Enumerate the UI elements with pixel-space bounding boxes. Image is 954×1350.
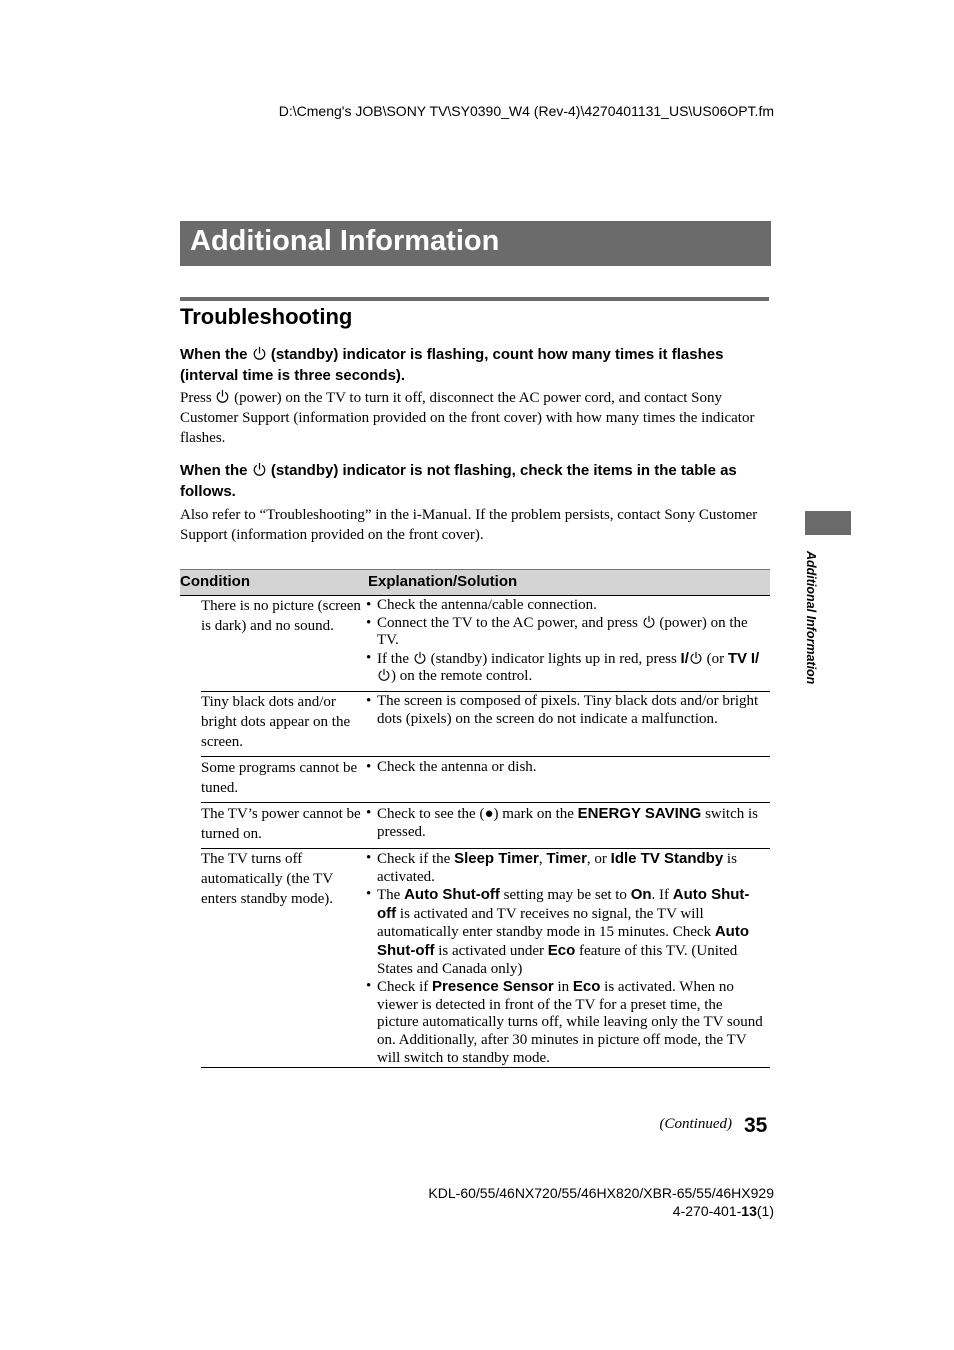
power-icon xyxy=(252,346,267,361)
io-power-icon: I/ xyxy=(680,649,689,667)
list-item: • Check the antenna/cable connection. xyxy=(366,597,766,615)
power-icon xyxy=(377,668,391,682)
io-power-icon: I/ xyxy=(750,649,760,667)
row-divider xyxy=(201,756,770,757)
table-row-solution xyxy=(366,805,766,841)
list-item: • Check to see the (●) mark on the ENERGY SAVING switch is pressed. xyxy=(366,805,766,841)
list-item: • Connect the TV to the AC power, and press (power) on the TV. xyxy=(366,615,766,650)
section-title: Troubleshooting xyxy=(180,304,353,329)
table-row-solution xyxy=(366,597,766,686)
part-number: 4-270-401-13(1) xyxy=(672,1203,774,1219)
list-item: • The Auto Shut-off setting may be set to On. If Auto Shut-off is activated and TV receives no signal, the TV will automatically enter standby mode in 15 minutes. Check Auto Shut-off is activated under Eco feature of this TV. (United States and Canada only) xyxy=(366,886,766,978)
table-row-solution xyxy=(366,850,766,1067)
table-row-condition: The TV’s power cannot be turned on. xyxy=(201,806,361,842)
table-row-condition: There is no picture (screen is dark) and no sound. xyxy=(201,598,361,634)
power-icon xyxy=(413,651,427,665)
filled-circle-icon: ● xyxy=(484,806,494,822)
table-row-solution xyxy=(366,693,766,728)
model-info xyxy=(380,1184,774,1220)
power-icon xyxy=(215,389,230,404)
not-flashing-heading: When the (standby) indicator is not flashing, check the items in the table as follows. xyxy=(180,462,737,500)
power-icon xyxy=(689,651,703,665)
table-row-solution xyxy=(366,759,766,777)
side-tab-label: Additional Information xyxy=(804,551,818,685)
file-path: D:\Cmeng's JOB\SONY TV\SY0390_W4 (Rev-4)\4270401131_US\US06OPT.fm xyxy=(278,103,774,119)
continued-note: (Continued) xyxy=(659,1116,732,1132)
list-item: • Check if the Sleep Timer, Timer, or Idle TV Standby is activated. xyxy=(366,850,766,886)
table-row-condition: The TV turns off automatically (the TV enters standby mode). xyxy=(201,851,334,907)
flashing-paragraph: Press (power) on the TV to turn it off, disconnect the AC power cord, and contact Sony Customer Support (information provided on the front cover) with how many times the indicator flashes. xyxy=(180,390,755,446)
power-icon xyxy=(642,615,656,629)
chapter-title: Additional Information xyxy=(190,225,500,257)
list-item: • The screen is composed of pixels. Tiny black dots and/or bright dots (pixels) on the screen do not indicate a malfunction. xyxy=(366,693,766,728)
row-divider xyxy=(201,1067,770,1068)
chapter-banner xyxy=(180,221,771,266)
power-icon xyxy=(252,462,267,477)
section-rule xyxy=(180,297,769,301)
header-solution: Explanation/Solution xyxy=(368,573,518,590)
flashing-heading: When the (standby) indicator is flashing, count how many times it flashes (interval time is three seconds). xyxy=(180,346,724,384)
not-flashing-paragraph: Also refer to “Troubleshooting” in the i-Manual. If the problem persists, contact Sony Customer Support (information provided on the front cover). xyxy=(180,507,758,543)
table-row-condition: Some programs cannot be tuned. xyxy=(201,760,358,796)
row-divider xyxy=(201,802,770,803)
table-row-condition: Tiny black dots and/or bright dots appear on the screen. xyxy=(201,694,351,750)
list-item: • Check the antenna or dish. xyxy=(366,759,766,777)
list-item: • Check if Presence Sensor in Eco is activated. When no viewer is detected in front of the TV for a preset time, the picture automatically turns off, while leaving only the TV sound on. Additionally, after 30 minutes in picture off mode, the TV will switch to standby mode. xyxy=(366,978,766,1067)
page-number: 35 xyxy=(744,1114,768,1137)
model-numbers: KDL-60/55/46NX720/55/46HX820/XBR-65/55/46HX929 xyxy=(428,1185,774,1201)
list-item: • If the (standby) indicator lights up in red, press I/ (or TV I/) on the remote control. xyxy=(366,650,766,686)
table-header xyxy=(180,569,770,596)
header-condition: Condition xyxy=(180,573,250,590)
side-tab-marker xyxy=(805,511,851,535)
